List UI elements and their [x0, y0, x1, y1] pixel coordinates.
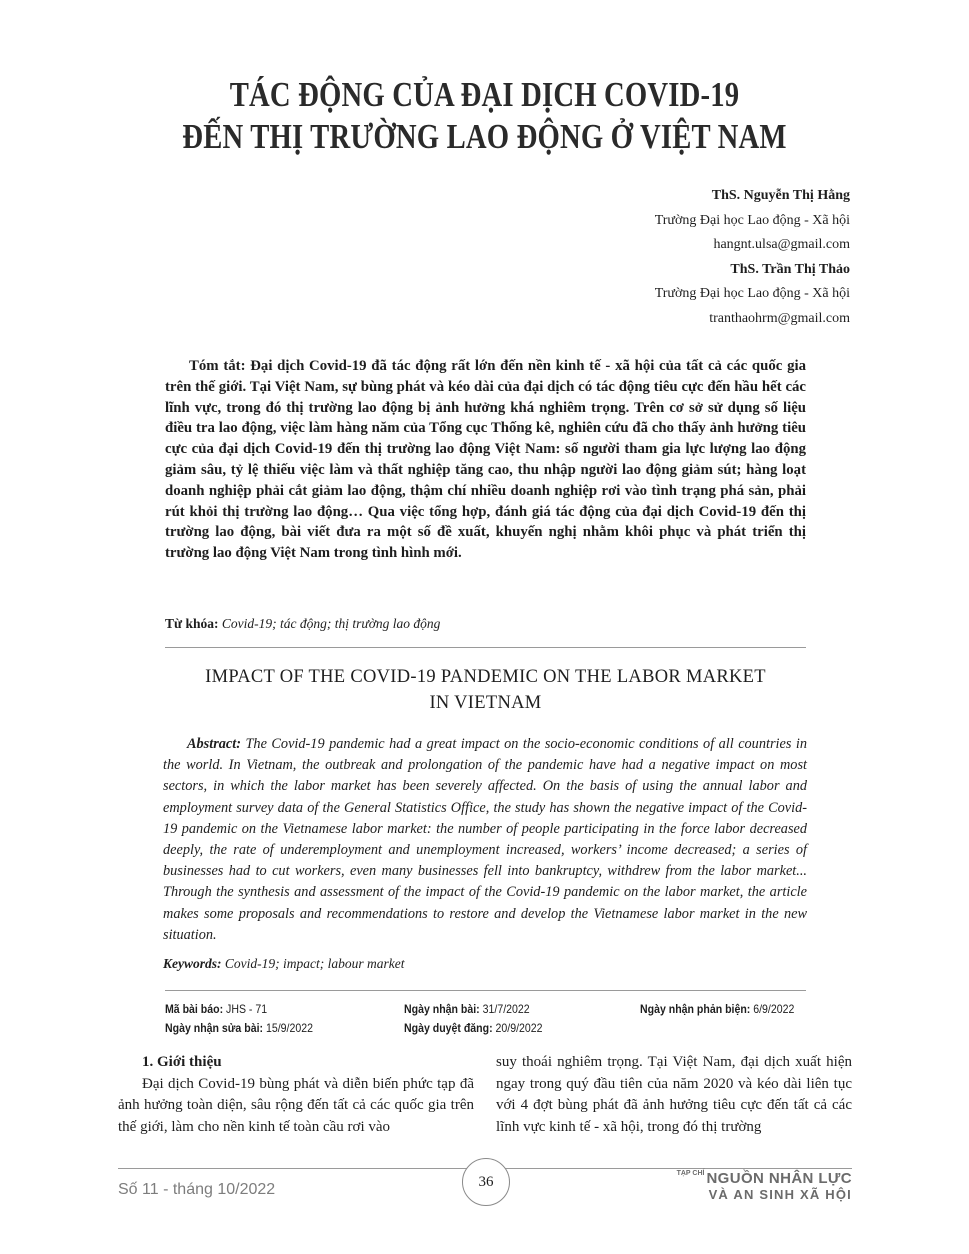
author-2-name: ThS. Trần Thị Thảo	[730, 261, 850, 277]
body-column-left	[118, 1052, 474, 1138]
page-number: 36	[462, 1158, 510, 1206]
abstract-en-text: The Covid-19 pandemic had a great impact on the socio-economic conditions of all countries in the world. In Vietnam, the outbreak and prolongation of the pandemic have had a negative impact on most sectors, in which the labor market has been severely affected. On the basis of using the annual labor and employment survey data of the General Statistics Office, the study has shown the negative impact of the Covid-19 pandemic on the Vietnamese labor market: the number of people participating in the force labor decreased deeply, the rate of underemployment and unemployment increased, workers’ income decreased; a series of businesses had to cut workers, even many businesses fell into bankruptcy, withdrew from the labor market... Through the synthesis and assessment of the impact of the Covid-19 pandemic on the labor market, the article makes some proposals and recommendations to restore and develop the Vietnamese labor market in the new situation.	[163, 736, 807, 943]
accepted-date-label: Ngày duyệt đăng:	[404, 1021, 493, 1035]
english-title-line-1: IMPACT OF THE COVID-19 PANDEMIC ON THE LABOR MARKET	[205, 667, 766, 687]
body-paragraph-right: suy thoái nghiêm trọng. Tại Việt Nam, đại dịch xuất hiện ngay trong quý đầu tiên của năm 2020 và kéo dài liên tục với 4 đợt bùng phát đã ảnh hưởng tiêu cực đến tất cả các lĩnh vực kinh tế - xã hội, trong đó thị trường	[496, 1054, 852, 1135]
issue-label: Số 11 - tháng 10/2022	[118, 1181, 276, 1198]
revised-date-label: Ngày nhận sửa bài:	[165, 1021, 264, 1035]
keywords-vi-value: Covid-19; tác động; thị trường lao động	[221, 616, 441, 631]
received-date-label: Ngày nhận bài:	[404, 1002, 480, 1016]
keywords-english	[163, 956, 404, 972]
article-title	[0, 74, 969, 158]
article-title-line-2: ĐẾN THỊ TRƯỜNG LAO ĐỘNG Ở VIỆT NAM	[182, 117, 787, 156]
journal-brand	[677, 1170, 852, 1202]
article-meta-col-3	[640, 1000, 794, 1019]
abstract-vietnamese: Tóm tắt: Đại dịch Covid-19 đã tác động rất lớn đến nền kinh tế - xã hội của tất cả các quốc gia trên thế giới. Tại Việt Nam, sự bùng phát và kéo dài của đại dịch có tác động tiêu cực đến hầu hết các lĩnh vực, trong đó thị trường lao động bị ảnh hưởng khá nghiêm trọng. Trên cơ sở sử dụng số liệu điều tra lao động, việc làm hàng năm của Tổng cục Thống kê, nghiên cứu đã cho thấy ảnh hưởng tiêu cực của đại dịch Covid-19 đến thị trường lao động Việt Nam: số người tham gia lực lượng lao động giảm sâu, tỷ lệ thiếu việc làm và thất nghiệp tăng cao, thu nhập người lao động giảm sút; hàng loạt doanh nghiệp phải cắt giảm lao động, thậm chí nhiều doanh nghiệp rơi vào tình trạng phá sản, phải rút khỏi thị trường lao động… Qua việc tổng hợp, đánh giá tác động của đại dịch Covid-19 đến thị trường lao động, bài viết đưa ra một số đề xuất, khuyến nghị nhằm khôi phục và phát triển thị trường lao động Việt Nam trong tình hình mới.	[165, 358, 806, 562]
body-column-right	[496, 1052, 852, 1138]
article-code-label: Mã bài báo:	[165, 1002, 224, 1016]
section-heading: 1. Giới thiệu	[142, 1054, 222, 1070]
author-2-affiliation: Trường Đại học Lao động - Xã hội	[654, 286, 850, 301]
revised-date: 15/9/2022	[265, 1021, 313, 1035]
keywords-vietnamese	[165, 616, 440, 632]
english-title	[165, 664, 806, 716]
keywords-en-label: Keywords:	[163, 956, 222, 971]
article-meta-col-1	[165, 1000, 313, 1038]
brand-line-1: NGUỒN NHÂN LỰC	[706, 1170, 852, 1187]
author-1-email: hangnt.ulsa@gmail.com	[713, 237, 850, 252]
meta-divider	[165, 990, 806, 991]
keywords-en-value: Covid-19; impact; labour market	[224, 956, 405, 971]
author-1-name: ThS. Nguyễn Thị Hằng	[711, 188, 850, 203]
body-paragraph-left: Đại dịch Covid-19 bùng phát và diễn biến phức tạp đã ảnh hưởng toàn diện, sâu rộng đến tất cả các quốc gia trên thế giới, làm cho nền kinh tế toàn cầu rơi vào	[118, 1075, 474, 1135]
author-block	[655, 184, 850, 331]
keywords-vi-label: Từ khóa:	[165, 616, 219, 631]
brand-small-label: TẠP CHÍ	[676, 1170, 705, 1177]
abstract-english	[163, 734, 807, 946]
review-date-label: Ngày nhận phản biện:	[640, 1002, 751, 1016]
author-2-email: tranthaohrm@gmail.com	[709, 310, 850, 326]
english-title-line-2: IN VIETNAM	[429, 693, 542, 713]
article-title-line-1: TÁC ĐỘNG CỦA ĐẠI DỊCH COVID-19	[229, 75, 740, 114]
received-date: 31/7/2022	[482, 1002, 530, 1016]
section-divider	[165, 647, 806, 648]
author-1-affiliation: Trường Đại học Lao động - Xã hội	[654, 212, 850, 228]
brand-line-2: VÀ AN SINH XÃ HỘI	[708, 1187, 852, 1202]
article-meta-col-2	[404, 1000, 543, 1038]
review-date: 6/9/2022	[753, 1002, 795, 1016]
abstract-en-label: Abstract:	[187, 736, 242, 752]
article-code: JHS - 71	[226, 1002, 268, 1016]
accepted-date: 20/9/2022	[495, 1021, 543, 1035]
